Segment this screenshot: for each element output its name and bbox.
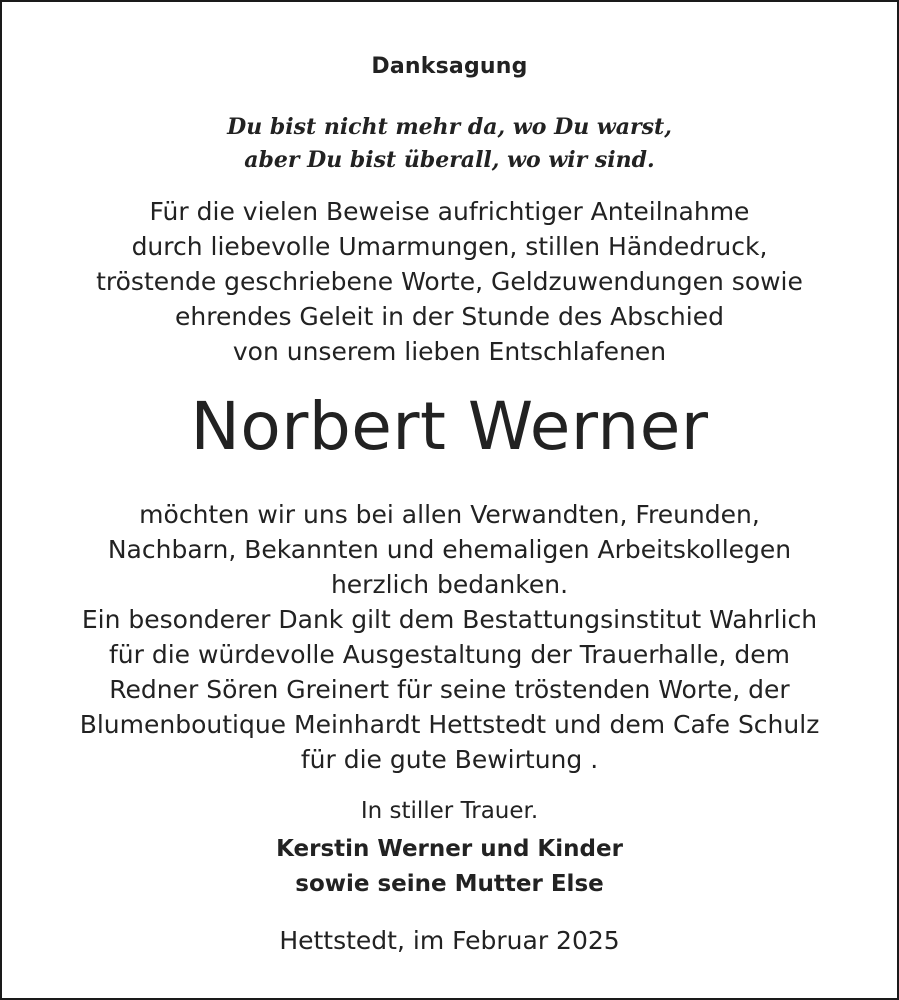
deceased-name: Norbert Werner (190, 388, 709, 465)
signatory-line-1: Kerstin Werner und Kinder (276, 836, 623, 862)
intro-line: Für die vielen Beweise aufrichtiger Anteilnahme (149, 197, 750, 226)
verse-line-2: aber Du bist überall, wo wir sind. (244, 147, 655, 173)
intro-line: von unserem lieben Entschlafenen (232, 337, 667, 366)
signatory-line-2: sowie seine Mutter Else (295, 871, 604, 897)
intro-line: tröstende geschriebene Worte, Geldzuwendungen sowie (96, 267, 803, 296)
notice-heading: Danksagung (371, 54, 528, 79)
thanks-paragraph (2, 497, 897, 777)
thanks-line: Ein besonderer Dank gilt dem Bestattungsinstitut Wahrlich (81, 605, 818, 634)
thanks-line: möchten wir uns bei allen Verwandten, Freunden, (139, 500, 760, 529)
intro-line: ehrendes Geleit in der Stunde des Abschied (175, 302, 724, 331)
intro-line: durch liebevolle Umarmungen, stillen Händedruck, (131, 232, 768, 261)
intro-paragraph (2, 194, 897, 369)
thanks-line: Blumenboutique Meinhardt Hettstedt und dem Cafe Schulz (79, 710, 820, 739)
thanks-line: für die gute Bewirtung . (300, 745, 599, 774)
mourning-line: In stiller Trauer. (360, 798, 539, 824)
thanks-line: herzlich bedanken. (330, 570, 569, 599)
place-date: Hettstedt, im Februar 2025 (279, 926, 620, 955)
thanks-line: Redner Sören Greinert für seine tröstenden Worte, der (109, 675, 790, 704)
thanks-line: für die würdevolle Ausgestaltung der Trauerhalle, dem (109, 640, 790, 669)
thanks-line: Nachbarn, Bekannten und ehemaligen Arbeitskollegen (107, 535, 792, 564)
verse-line-1: Du bist nicht mehr da, wo Du warst, (227, 114, 672, 140)
